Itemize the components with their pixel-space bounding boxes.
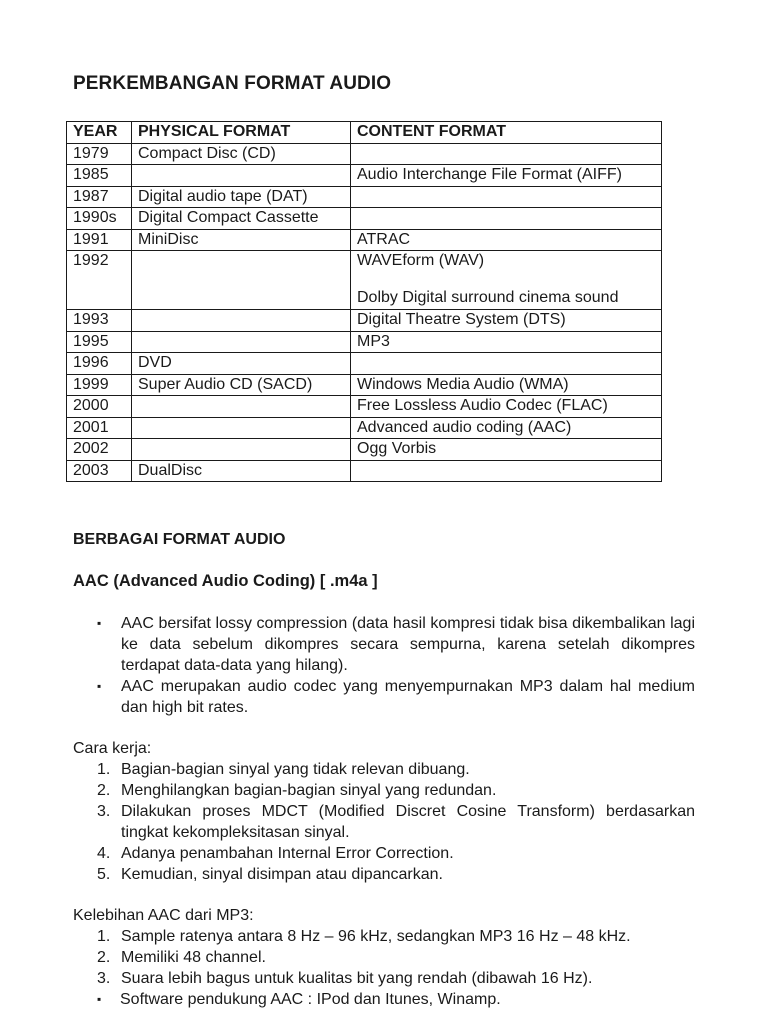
cell-physical [132,310,351,332]
cara-kerja-list [73,759,695,885]
table-row [67,417,662,439]
cell-content [351,460,662,482]
cell-content [351,186,662,208]
header-physical-format: PHYSICAL FORMAT [132,122,351,144]
cell-year: 1985 [67,165,132,187]
table-row [67,165,662,187]
cell-content: Advanced audio coding (AAC) [351,417,662,439]
list-item [73,780,695,801]
table-row [67,310,662,332]
cara-kerja-label: Cara kerja: [73,740,152,757]
list-number: 3. [97,970,111,987]
cell-year: 1995 [67,331,132,353]
table-row [67,374,662,396]
cell-content [351,208,662,230]
table-row [67,208,662,230]
software-list [73,989,695,1010]
kelebihan-label: Kelebihan AAC dari MP3: [73,907,254,924]
cell-year: 2003 [67,460,132,482]
table-row [67,251,662,310]
table-row [67,396,662,418]
list-text: Bagian-bagian sinyal yang tidak relevan dibuang. [121,761,470,778]
list-item [73,759,695,780]
table-row [67,186,662,208]
cell-physical [132,417,351,439]
list-number: 1. [97,761,111,778]
header-year: YEAR [67,122,132,144]
list-number: 2. [97,782,111,799]
audio-format-timeline-table [66,121,662,482]
cell-physical [132,251,351,310]
cell-content: Digital Theatre System (DTS) [351,310,662,332]
cell-physical: DualDisc [132,460,351,482]
cell-year: 1999 [67,374,132,396]
list-number: 4. [97,845,111,862]
aac-body [73,613,695,1010]
list-text: Adanya penambahan Internal Error Correction. [121,845,454,862]
cell-year: 1979 [67,143,132,165]
cell-physical: MiniDisc [132,229,351,251]
table-header-row [67,122,662,144]
cell-year: 1991 [67,229,132,251]
cell-physical: DVD [132,353,351,375]
list-item [73,926,695,947]
cell-year: 1990s [67,208,132,230]
table-row [67,439,662,461]
cell-year: 2001 [67,417,132,439]
cell-year: 2000 [67,396,132,418]
list-item: ▪ AAC merupakan audio codec yang menyempurnakan MP3 dalam hal medium dan high bit rates. [73,676,695,718]
cell-content: Free Lossless Audio Codec (FLAC) [351,396,662,418]
list-item: ▪ Software pendukung AAC : IPod dan Itunes, Winamp. [73,989,695,1010]
cell-content: MP3 [351,331,662,353]
cell-content: Ogg Vorbis [351,439,662,461]
cell-content [351,143,662,165]
list-item [73,947,695,968]
cell-physical [132,165,351,187]
cell-content [351,251,662,310]
cell-year: 1987 [67,186,132,208]
list-item: ▪ AAC bersifat lossy compression (data hasil kompresi tidak bisa dikembalikan lagi ke data sebelum dikompres secara sempurna, karena setelah dikompres terdapat data-data yang hilang). [73,613,695,676]
table-row [67,331,662,353]
list-item [73,801,695,843]
cell-content: Windows Media Audio (WMA) [351,374,662,396]
table-row [67,229,662,251]
list-text: Dilakukan proses MDCT (Modified Discret Cosine Transform) berdasarkan tingkat kekompleksitasan sinyal. [121,803,695,841]
cell-year: 2002 [67,439,132,461]
table-row [67,353,662,375]
list-item [73,864,695,885]
cell-physical: Digital audio tape (DAT) [132,186,351,208]
list-text: Memiliki 48 channel. [121,949,266,966]
cell-physical [132,331,351,353]
cell-physical: Super Audio CD (SACD) [132,374,351,396]
list-text: Kemudian, sinyal disimpan atau dipancarkan. [121,866,443,883]
cell-year: 1993 [67,310,132,332]
cell-year: 1996 [67,353,132,375]
cell-physical: Compact Disc (CD) [132,143,351,165]
table-row [67,460,662,482]
cell-content-line: WAVEform (WAV) [357,252,485,269]
section-title: BERBAGAI FORMAT AUDIO [73,531,286,548]
list-number: 5. [97,866,111,883]
cell-content-line: Dolby Digital surround cinema sound [357,288,619,306]
list-text: Sample ratenya antara 8 Hz – 96 kHz, sedangkan MP3 16 Hz – 48 kHz. [121,928,631,945]
cell-physical: Digital Compact Cassette [132,208,351,230]
header-content-format: CONTENT FORMAT [351,122,662,144]
cell-content [351,353,662,375]
cell-content: ATRAC [351,229,662,251]
cell-physical [132,396,351,418]
table-row [67,143,662,165]
list-number: 3. [97,803,111,820]
aac-bullet-list [73,613,695,718]
list-item [73,843,695,864]
cell-physical [132,439,351,461]
cell-year: 1992 [67,251,132,310]
list-text: Menghilangkan bagian-bagian sinyal yang redundan. [121,782,497,799]
list-number: 2. [97,949,111,966]
list-text: Suara lebih bagus untuk kualitas bit yang rendah (dibawah 16 Hz). [121,970,593,987]
cell-content: Audio Interchange File Format (AIFF) [351,165,662,187]
aac-heading: AAC (Advanced Audio Coding) [ .m4a ] [73,572,378,590]
page-title: PERKEMBANGAN FORMAT AUDIO [73,73,392,94]
list-number: 1. [97,928,111,945]
kelebihan-list [73,926,695,989]
list-item [73,968,695,989]
